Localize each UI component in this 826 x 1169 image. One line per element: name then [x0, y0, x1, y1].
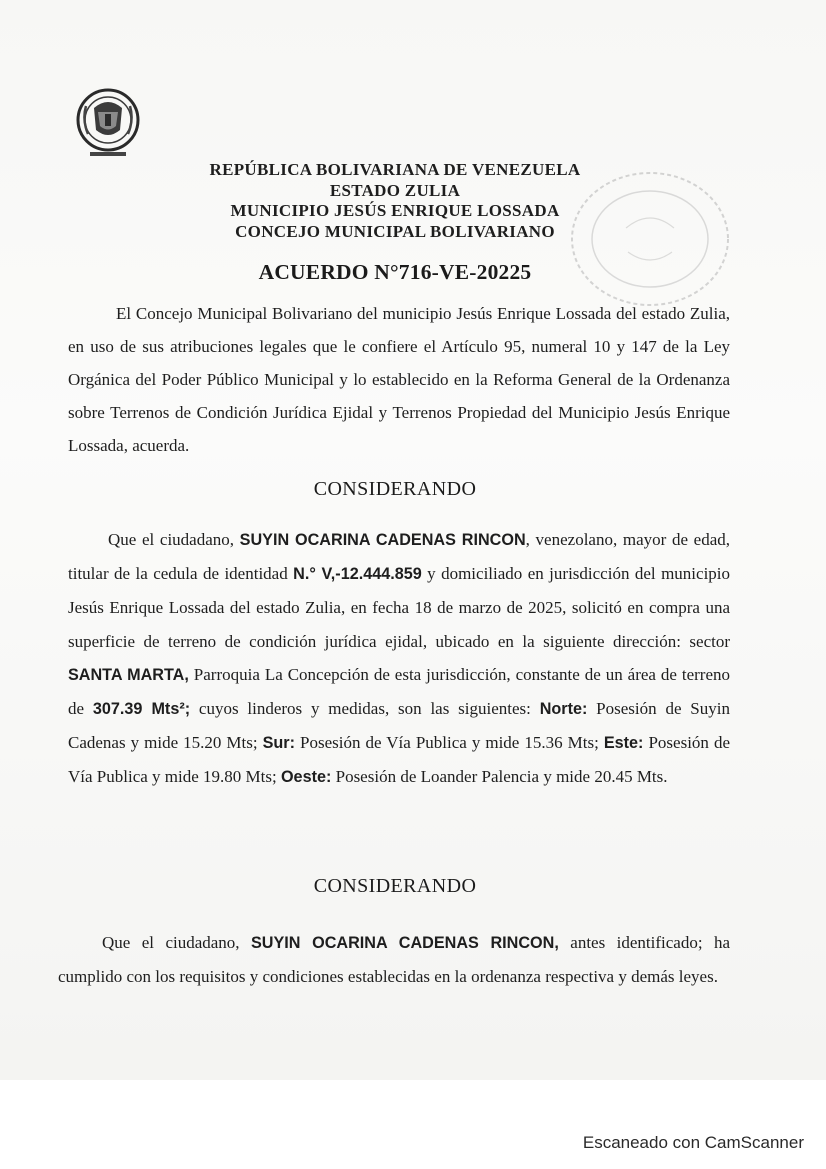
text-segment: , venezolano, mayor de edad, titular de la cedula de identidad: [68, 530, 730, 584]
boundary-east-label: Este:: [603, 734, 644, 753]
citizen-name: SUYIN OCARINA CADENAS RINCON: [239, 531, 526, 549]
header-state: ESTADO ZULIA: [329, 180, 461, 200]
header-council: CONCEJO MUNICIPAL BOLIVARIANO: [235, 221, 555, 241]
intro-text: El Concejo Municipal Bolivariano del municipio Jesús Enrique Lossada del estado Zulia, en uso de sus atribuciones legales que le confiere el Artículo 95, numeral 10 y 147 de la Ley Orgánica del Poder Público Municipal y lo establecido en la Reforma General de la Ordenanza sobre Terrenos de Condición Jurídica Ejidal y Terrenos Propiedad del Municipio Jesús Enrique Lossada, acuerda.: [68, 304, 730, 455]
text-segment: Que el ciudadano,: [108, 530, 240, 549]
document-header: [150, 160, 640, 242]
document-title: ACUERDO N°716-VE-20225: [258, 260, 532, 284]
text-segment: Que el ciudadano,: [102, 933, 251, 952]
scanner-watermark: Escaneado con CamScanner: [582, 1133, 804, 1152]
municipal-seal-icon: [74, 86, 142, 162]
boundary-north-label: Norte:: [539, 700, 588, 719]
boundary-west-label: Oeste:: [280, 768, 332, 787]
header-country: REPÚBLICA BOLIVARIANA DE VENEZUELA: [209, 160, 581, 179]
boundary-south: Posesión de Vía Publica y mide 15.36 Mts;: [295, 733, 604, 753]
land-area: 307.39 Mts²;: [92, 700, 191, 719]
boundary-west: Posesión de Loander Palencia y mide 20.45 Mts.: [331, 767, 668, 787]
header-municipality: MUNICIPIO JESÚS ENRIQUE LOSSADA: [230, 201, 560, 220]
text-segment: Parroquia La Concepción de esta jurisdicción, constante de un área de terreno de: [68, 664, 730, 719]
section-heading-2: CONSIDERANDO: [313, 875, 477, 897]
boundary-north: Posesión de Suyin Cadenas y mide 15.20 Mts;: [68, 699, 730, 753]
intro-paragraph: [68, 297, 730, 462]
section-heading-1: CONSIDERANDO: [313, 478, 477, 500]
citizen-name: SUYIN OCARINA CADENAS RINCON,: [251, 934, 559, 952]
text-segment: y domiciliado en jurisdicción del municipio Jesús Enrique Lossada del estado Zulia, en fecha 18 de marzo de 2025, solicitó en compra una superficie de terreno de condición jurídica ejidal, ubicado en la siguiente dirección: sector: [68, 564, 731, 651]
considerando-paragraph-1: [68, 523, 730, 795]
considerando-paragraph-2: [58, 926, 730, 994]
boundary-south-label: Sur:: [262, 734, 295, 753]
text-segment: antes identificado; ha cumplido con los requisitos y condiciones establecidas en la ordenanza respectiva y demás leyes.: [58, 933, 731, 986]
boundary-east: Posesión de Vía Publica y mide 19.80 Mts;: [68, 733, 730, 787]
sector-name: SANTA MARTA,: [68, 665, 189, 684]
cedula-number: N.° V,-12.444.859: [293, 565, 422, 584]
text-segment: cuyos linderos y medidas, son las siguientes:: [190, 699, 540, 719]
